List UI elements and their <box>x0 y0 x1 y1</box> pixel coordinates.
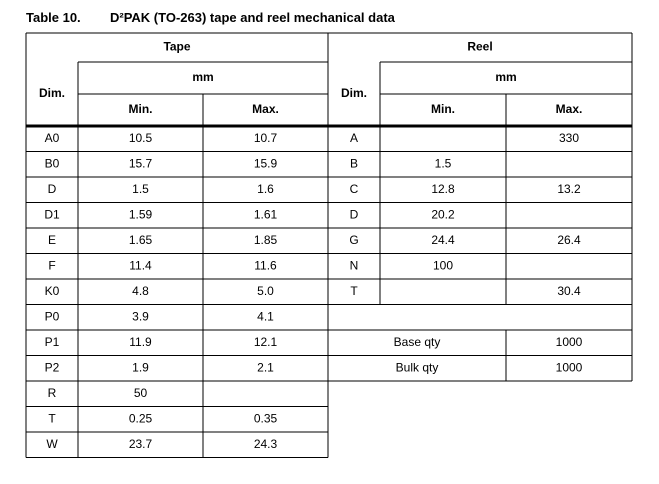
reel-min-cell: 1.5 <box>434 156 452 171</box>
tape-min-cell: 1.59 <box>128 207 153 222</box>
qty-value-cell: 1000 <box>555 334 583 349</box>
tape-dim-cell: P2 <box>44 360 60 375</box>
reel-min-cell: 24.4 <box>431 232 455 247</box>
reel-dim-cell: N <box>349 258 359 273</box>
tape-dim-cell: P1 <box>44 334 60 349</box>
tape-max-cell: 10.7 <box>253 130 278 145</box>
reel-dim-cell: D <box>349 207 359 222</box>
tape-header: Tape <box>163 39 191 54</box>
reel-min-cell: 12.8 <box>431 181 455 196</box>
tape-min-cell: 1.9 <box>132 360 149 375</box>
tape-dim-cell: W <box>46 436 58 451</box>
tape-max-cell: 1.85 <box>253 232 278 247</box>
tape-min-cell: 50 <box>133 385 148 400</box>
reel-dim-cell: B <box>349 156 359 171</box>
table-grid <box>26 33 632 458</box>
tape-min-cell: 10.5 <box>128 130 153 145</box>
qty-label-cell: Base qty <box>393 334 441 349</box>
tape-min-cell: 15.7 <box>128 156 153 171</box>
tape-max-cell: 12.1 <box>253 334 278 349</box>
reel-dim-cell: A <box>349 130 359 145</box>
tape-dim-cell: A0 <box>44 130 60 145</box>
tape-max-cell: 24.3 <box>253 436 278 451</box>
tape-max-cell: 2.1 <box>257 360 274 375</box>
tape-min-cell: 1.5 <box>132 181 149 196</box>
reel-max-header: Max. <box>555 102 583 117</box>
qty-value-cell: 1000 <box>555 360 583 375</box>
tape-min-cell: 0.25 <box>128 411 153 426</box>
tape-min-cell: 1.65 <box>128 232 153 247</box>
reel-dim-cell: G <box>349 232 359 247</box>
tape-mm-header: mm <box>192 70 214 85</box>
tape-min-cell: 3.9 <box>132 309 149 324</box>
qty-label-cell: Bulk qty <box>395 360 439 375</box>
tape-dim-cell: P0 <box>44 309 60 324</box>
tape-dim-cell: T <box>48 411 56 426</box>
reel-max-cell: 13.2 <box>557 181 581 196</box>
reel-min-cell: 20.2 <box>431 207 455 222</box>
reel-dim-header: Dim. <box>340 86 368 101</box>
tape-dim-cell: D1 <box>44 207 60 222</box>
reel-dim-cell: T <box>350 283 358 298</box>
reel-mm-header: mm <box>495 70 517 85</box>
reel-max-cell: 30.4 <box>557 283 581 298</box>
reel-min-cell: 100 <box>432 258 454 273</box>
tape-max-cell: 1.6 <box>257 181 274 196</box>
tape-dim-cell: B0 <box>44 156 60 171</box>
tape-dim-cell: D <box>47 181 57 196</box>
table-title: D²PAK (TO-263) tape and reel mechanical data <box>110 10 395 25</box>
reel-max-cell: 330 <box>558 130 580 145</box>
reel-min-header: Min. <box>431 102 455 117</box>
tape-dim-cell: E <box>47 232 57 247</box>
tape-max-cell: 5.0 <box>257 283 274 298</box>
tape-dim-cell: K0 <box>44 283 60 298</box>
table-number: Table 10. <box>26 10 81 25</box>
tape-min-cell: 23.7 <box>128 436 153 451</box>
tape-dim-cell: F <box>48 258 56 273</box>
tape-max-cell: 4.1 <box>257 309 274 324</box>
tape-max-cell: 1.61 <box>253 207 278 222</box>
tape-dim-cell: R <box>47 385 57 400</box>
tape-max-cell: 0.35 <box>253 411 278 426</box>
reel-dim-cell: C <box>349 181 359 196</box>
tape-max-cell: 11.6 <box>254 258 277 273</box>
tape-min-cell: 11.9 <box>129 334 152 349</box>
tape-max-header: Max. <box>252 102 279 117</box>
table-text <box>39 40 583 451</box>
tape-min-cell: 11.4 <box>129 258 152 273</box>
tape-dim-header: Dim. <box>38 86 66 101</box>
tape-min-header: Min. <box>128 102 153 117</box>
tape-min-cell: 4.8 <box>132 283 149 298</box>
reel-header: Reel <box>467 39 493 54</box>
tape-max-cell: 15.9 <box>253 156 278 171</box>
reel-max-cell: 26.4 <box>557 232 581 247</box>
